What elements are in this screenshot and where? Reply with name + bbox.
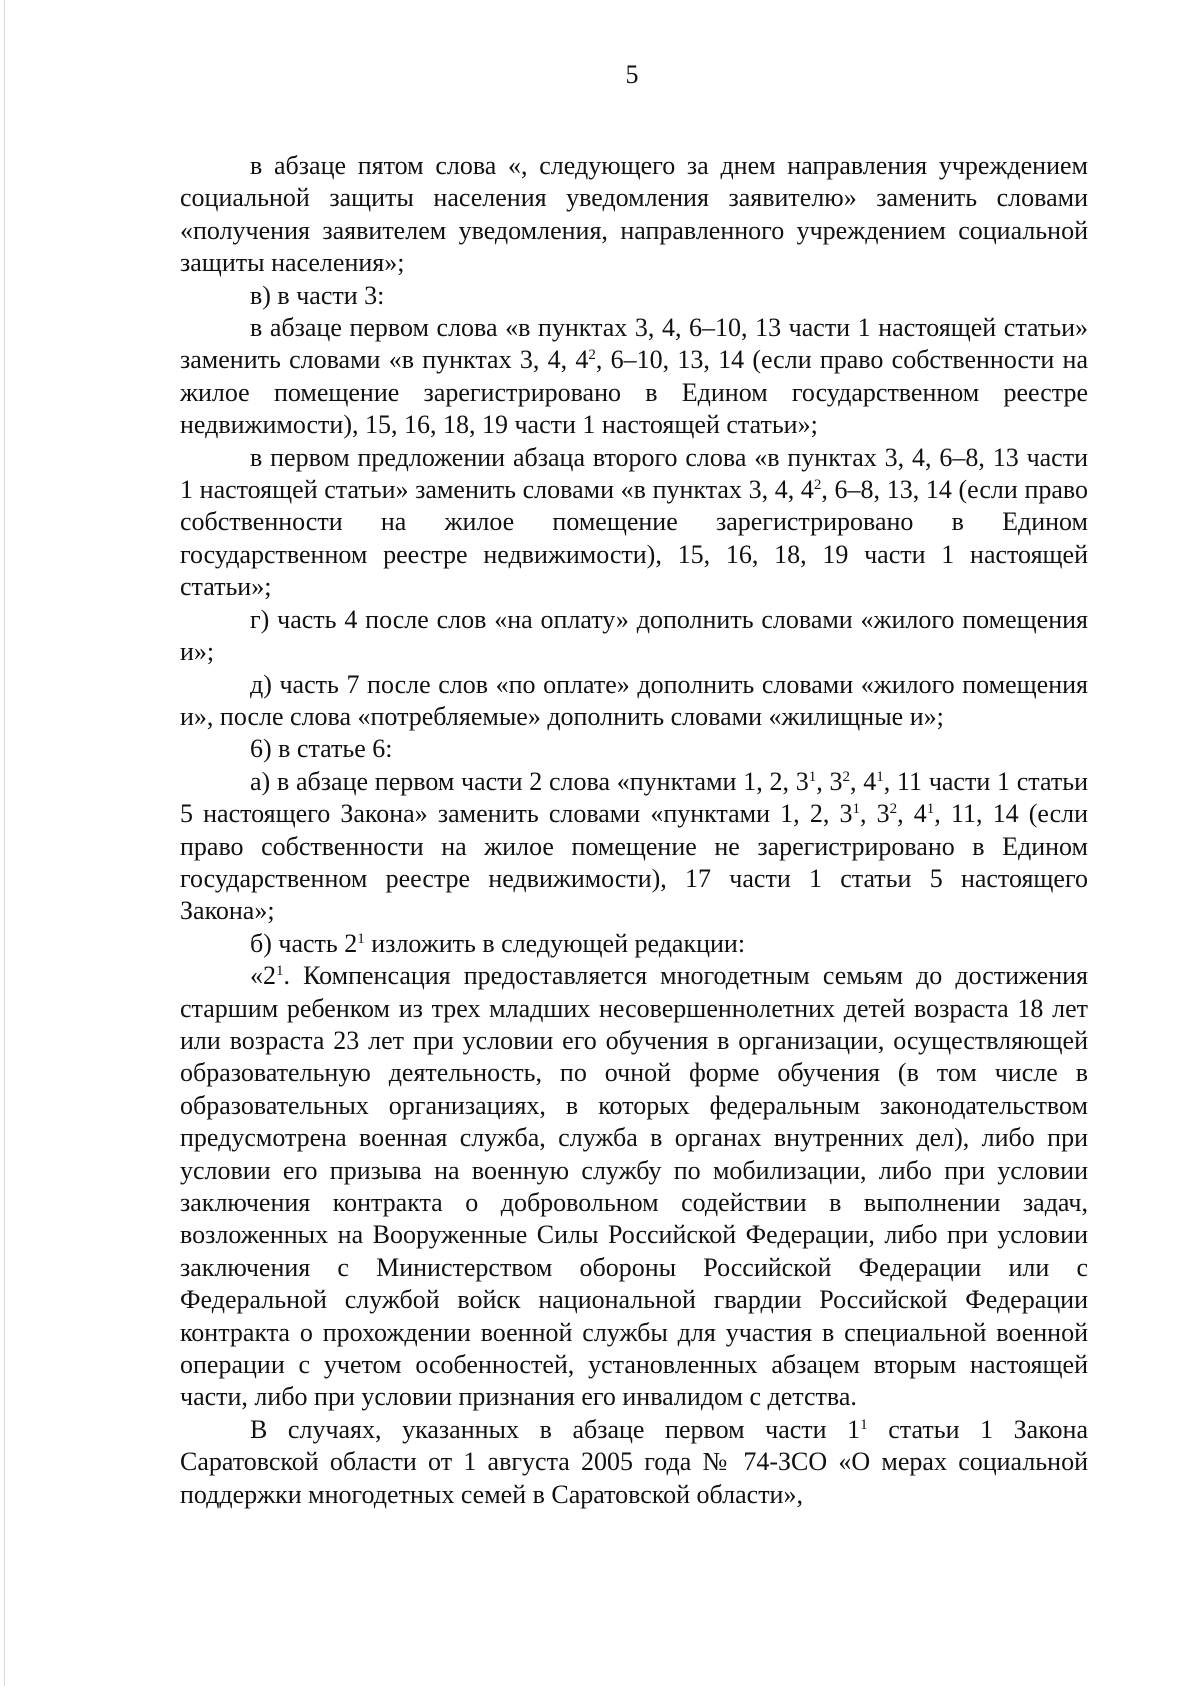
paragraph-text: «2 <box>250 961 276 991</box>
superscript: 1 <box>860 1416 868 1433</box>
superscript: 2 <box>588 347 596 364</box>
paragraph-text: д) часть 7 после слов «по оплате» дополнить словами «жилого помещения и», после слова «потребляемые» дополнить словами «жилищные и»; <box>180 669 1088 731</box>
paragraph-text: , 11, 14 (если право собственности на жилое помещение не зарегистрировано в Едином государственном реестре недвижимости), 17 части 1 статьи 5 настоящего Закона»; <box>180 799 1089 926</box>
paragraph <box>180 150 1088 280</box>
superscript: 1 <box>357 930 365 947</box>
superscript: 1 <box>852 801 860 818</box>
paragraph <box>180 669 1088 734</box>
paragraph-text: . Компенсация предоставляется многодетным семьям до достижения старшим ребенком из трех младших несовершеннолетних детей возраста 18 лет или возраста 23 лет при условии его обучения в организации, осуществляющей образовательную деятельность, по очной форме обучения (в том числе в образовательных организациях, в которых федеральным законодательством предусмотрена военная служба, служба в органах внутренних дел), либо при условии его призыва на военную службу по мобилизации, либо при условии заключения контракта о добровольном содействии в выполнении задач, возложенных на Вооруженные Силы Российской Федерации, либо при условии заключения с Министерством обороны Российской Федерации или с Федеральной службой войск национальной гвардии Российской Федерации контракта о прохождении военной службы для участия в специальной военной операции с учетом особенностей, установленных абзацем вторым настоящей части, либо при условии признания его инвалидом с детства. <box>180 961 1088 1412</box>
scan-edge-line <box>4 0 5 1686</box>
paragraph-text: 6) в статье 6: <box>250 734 393 764</box>
paragraph <box>180 604 1088 669</box>
paragraph <box>180 280 1088 312</box>
paragraph <box>180 312 1088 442</box>
paragraph-text: , 11 части 1 статьи 5 настоящего Закона» заменить словами «пунктами 1, 2, 3 <box>180 766 1088 829</box>
paragraph <box>180 928 1088 960</box>
paragraph-text: г) часть 4 после слов «на оплату» дополнить словами «жилого помещения и»; <box>180 604 1088 667</box>
paragraph-text: , 6–10, 13, 14 (если право собственности на жилое помещение зарегистрировано в Едином государственном реестре недвижимости), 15, 16, 18, 19 части 1 настоящей статьи»; <box>180 345 1088 440</box>
paragraph-text: статьи 1 Закона Саратовской области от 1 августа 2005 года № 74-ЗСО «О мерах социальной поддержки многодетных семей в Саратовской области», <box>180 1414 1088 1509</box>
paragraph-text: б) часть 2 <box>250 928 358 958</box>
superscript: 2 <box>842 768 850 785</box>
superscript: 1 <box>808 768 817 785</box>
superscript: 1 <box>876 768 884 785</box>
paragraph <box>180 960 1088 1414</box>
paragraph-text: , 3 <box>859 799 890 829</box>
paragraph <box>180 766 1088 928</box>
paragraph <box>180 1414 1088 1511</box>
paragraph-text: изложить в следующей редакции: <box>364 928 746 958</box>
superscript: 1 <box>276 963 284 980</box>
page-number: 5 <box>625 60 639 89</box>
paragraph-text: , 4 <box>897 799 927 829</box>
paragraph-text: в абзаце пятом слова «, следующего за днем направления учреждением социальной защиты населения уведомления заявителю» заменить словами «получения заявителем уведомления, направленного учреждением социальной защиты населения»; <box>180 151 1088 278</box>
document-body <box>180 150 1088 1511</box>
superscript: 2 <box>813 477 822 494</box>
paragraph-text: В случаях, указанных в абзаце первом части 1 <box>250 1414 861 1444</box>
paragraph-text: в первом предложении абзаца второго слова «в пунктах 3, 4, 6–8, 13 части 1 настоящей статьи» заменить словами «в пунктах 3, 4, 4 <box>180 442 1088 505</box>
paragraph-text: а) в абзаце первом части 2 слова «пунктами 1, 2, 3 <box>250 766 809 796</box>
paragraph-text: , 4 <box>850 766 877 796</box>
paragraph <box>180 442 1088 604</box>
paragraph-text: в) в части 3: <box>250 280 385 310</box>
paragraph-text: , 3 <box>816 766 843 796</box>
superscript: 2 <box>889 801 898 818</box>
superscript: 1 <box>926 801 935 818</box>
paragraph-text: , 6–8, 13, 14 (если право собственности на жилое помещение зарегистрировано в Едином государственном реестре недвижимости), 15, 16, 18, 19 части 1 настоящей статьи»; <box>180 475 1088 602</box>
paragraph-text: в абзаце первом слова «в пунктах 3, 4, 6–10, 13 части 1 настоящей статьи» заменить словами «в пунктах 3, 4, 4 <box>180 313 1088 375</box>
paragraph <box>180 733 1088 765</box>
